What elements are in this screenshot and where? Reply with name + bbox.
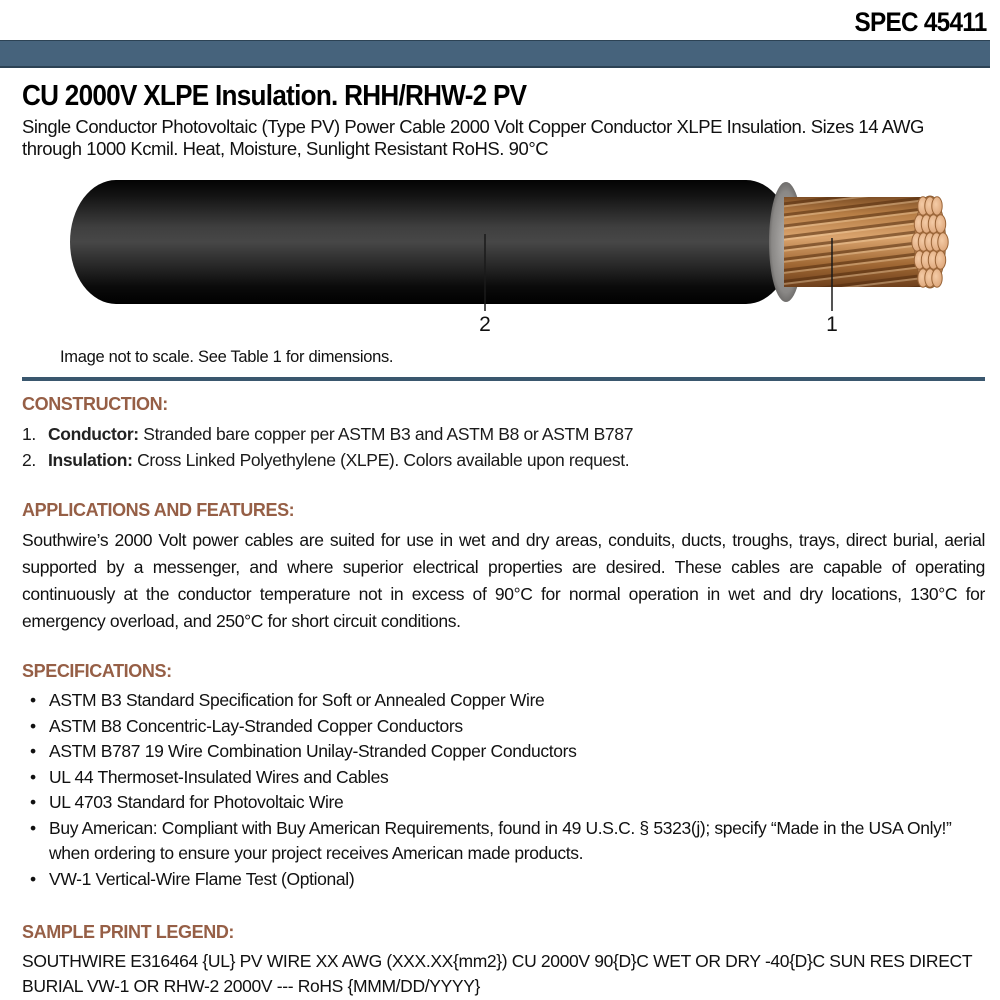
specification-item: • Buy American: Compliant with Buy American Requirements, found in 49 U.S.C. § 5323(j); specify “Made in the USA Only!” when ordering to ensure your project receives American made products. bbox=[22, 816, 985, 867]
specification-item: • UL 44 Thermoset-Insulated Wires and Cables bbox=[22, 765, 985, 791]
page-title: CU 2000V XLPE Insulation. RHH/RHW-2 PV bbox=[22, 80, 527, 112]
specification-item: • ASTM B8 Concentric-Lay-Stranded Copper Conductors bbox=[22, 714, 985, 740]
applications-paragraph: Southwire’s 2000 Volt power cables are suited for use in wet and dry areas, conduits, ducts, troughs, trays, direct burial, aerial supported by a messenger, and where superior electrical properties are desired. These cables are capable of operating continuously at the conductor temperature not in excess of 90°C for normal operation in wet and dry locations, 130°C for emergency overload, and 250°C for short circuit conditions. bbox=[22, 530, 985, 631]
item-label: Conductor: bbox=[48, 424, 139, 444]
item-text: Stranded bare copper per ASTM B3 and ASTM B8 or ASTM B787 bbox=[138, 424, 634, 444]
content-area bbox=[0, 80, 1000, 999]
print-legend-heading: SAMPLE PRINT LEGEND: bbox=[22, 922, 235, 942]
callout-1-label: 1 bbox=[826, 313, 838, 336]
figure-caption: Image not to scale. See Table 1 for dimensions. bbox=[60, 348, 394, 366]
construction-list bbox=[22, 421, 985, 473]
item-label: Insulation: bbox=[48, 450, 133, 470]
print-legend-text: SOUTHWIRE E316464 {UL} PV WIRE XX AWG (XXX.XX{mm2}) CU 2000V 90{D}C WET OR DRY -40{D}C SUN RES DIRECT BURIAL VW-1 OR RHW-2 2000V --- RoHS {MMM/DD/YYYY} bbox=[22, 951, 972, 996]
specifications-heading: SPECIFICATIONS: bbox=[22, 661, 172, 681]
cable-jacket bbox=[70, 180, 792, 304]
specification-item: • ASTM B3 Standard Specification for Soft or Annealed Copper Wire bbox=[22, 688, 985, 714]
cable-figure bbox=[22, 174, 985, 346]
item-number: 1. bbox=[22, 424, 36, 444]
callout-2-label: 2 bbox=[479, 313, 491, 336]
specification-item: • VW-1 Vertical-Wire Flame Test (Optional) bbox=[22, 867, 985, 893]
construction-item bbox=[22, 421, 985, 447]
item-number: 2. bbox=[22, 450, 36, 470]
item-text: Cross Linked Polyethylene (XLPE). Colors available upon request. bbox=[132, 450, 630, 470]
section-divider bbox=[22, 377, 985, 381]
specification-item: • UL 4703 Standard for Photovoltaic Wire bbox=[22, 790, 985, 816]
applications-heading: APPLICATIONS AND FEATURES: bbox=[22, 500, 295, 520]
specifications-list bbox=[22, 688, 985, 892]
header-bar bbox=[0, 40, 990, 68]
spec-number: SPEC 45411 bbox=[854, 7, 987, 37]
specification-item: • ASTM B787 19 Wire Combination Unilay-Stranded Copper Conductors bbox=[22, 739, 985, 765]
page-subtitle: Single Conductor Photovoltaic (Type PV) Power Cable 2000 Volt Copper Conductor XLPE Insulation. Sizes 14 AWG through 1000 Kcmil. Heat, Moisture, Sunlight Resistant RoHS. 90°C bbox=[22, 116, 924, 159]
construction-item bbox=[22, 447, 985, 473]
cable-illustration bbox=[22, 174, 985, 346]
construction-heading: CONSTRUCTION: bbox=[22, 394, 168, 414]
